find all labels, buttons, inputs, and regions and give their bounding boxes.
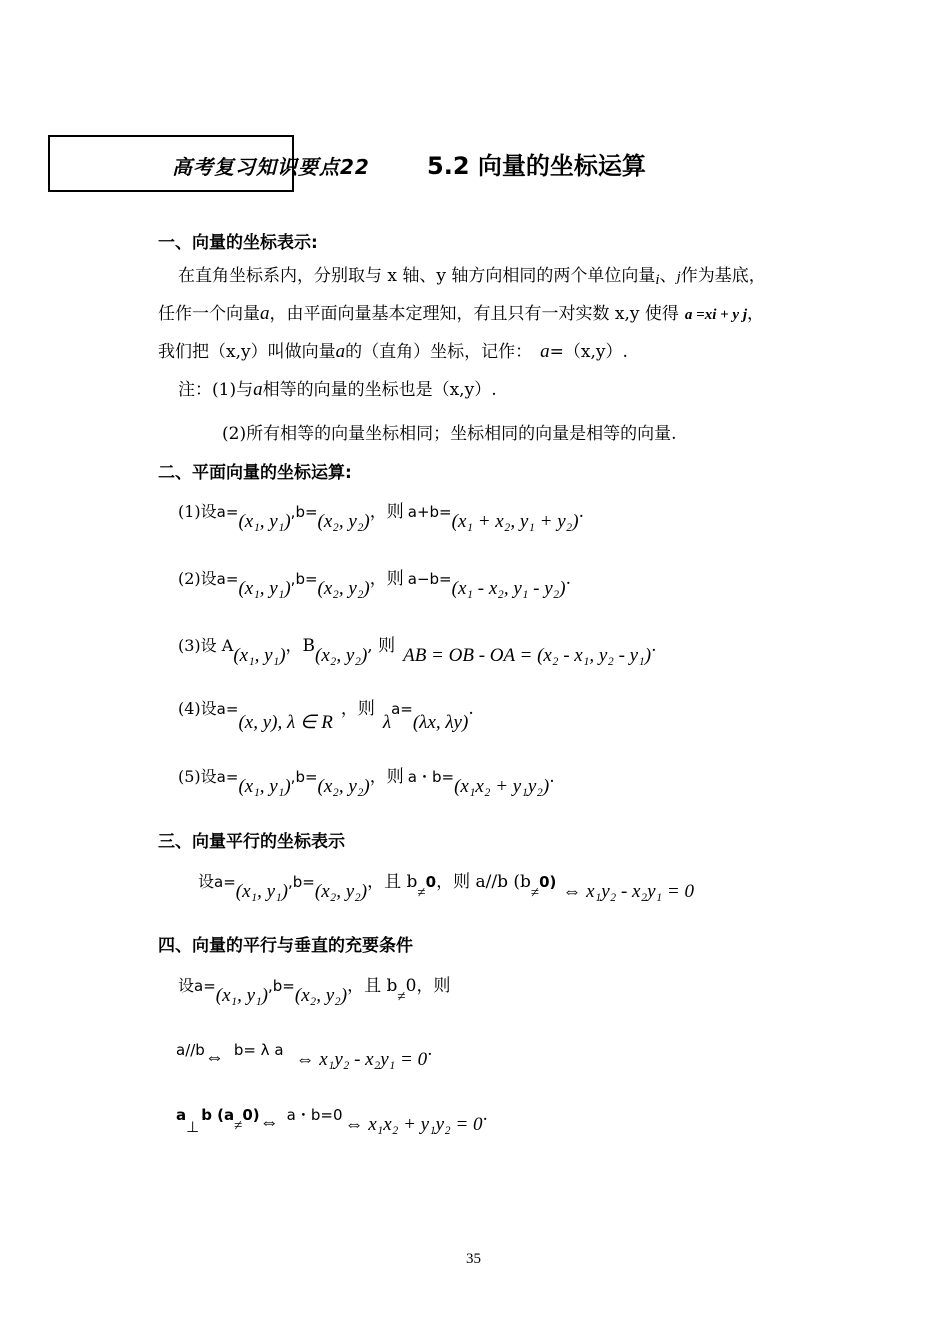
text: 相等的向量的坐标也是（x,y）.	[262, 380, 497, 400]
text: 任作一个向量	[158, 304, 260, 324]
text: a=	[216, 570, 239, 588]
vector-j: j	[676, 269, 681, 285]
text: a・b=0	[286, 1106, 343, 1124]
text: ，则	[369, 569, 404, 589]
formula: (x₂, y₂)	[317, 578, 370, 599]
text: ，	[747, 304, 764, 324]
formula: (x, y), λ ∈ R	[238, 712, 333, 733]
text: , 则	[367, 636, 396, 656]
formula: (x₁, y₁)	[238, 776, 291, 797]
text: 我们把（x,y）叫做向量	[158, 342, 336, 362]
text: 0)	[242, 1106, 260, 1124]
iff-sign: ⇔	[259, 1112, 279, 1133]
text: 的（直角）坐标，记作：	[345, 342, 533, 362]
vector-a: a	[253, 379, 263, 400]
text: a+b=	[407, 503, 452, 521]
formula: (λx, λy)	[412, 712, 469, 733]
formula: (x₁, y₁)	[233, 645, 286, 666]
text: ,b=	[290, 503, 318, 521]
text: .	[549, 767, 555, 787]
text: =（x,y）.	[549, 342, 628, 362]
section-heading-3: 三、向量平行的坐标表示	[158, 832, 345, 852]
text: a=	[216, 768, 239, 786]
text: .	[427, 1040, 433, 1060]
text: ，则	[340, 699, 375, 719]
formula: (x₂, y₂)	[315, 645, 368, 666]
formula: (x₁x₂ + y₁y₂)	[454, 776, 550, 797]
text: a・b=	[407, 768, 455, 786]
text: 0，则	[405, 976, 451, 996]
text: 0)	[539, 873, 557, 891]
text: ，则	[369, 502, 404, 522]
formula: ⇔ x₁y₂ - x₂y₁ = 0	[295, 1049, 428, 1070]
text: ，B	[285, 636, 316, 656]
text: ，且 b	[347, 976, 398, 996]
perpendicular-condition	[176, 1104, 488, 1136]
text: 注：(1)与	[178, 380, 254, 400]
text: 设	[198, 872, 215, 891]
formula-row-parallel	[198, 867, 694, 902]
item-label: (2)设	[178, 569, 217, 588]
condition-row	[178, 971, 451, 1006]
vector-i: i	[655, 272, 660, 288]
vector-a: a	[335, 341, 346, 362]
formula: (x₂, y₂)	[317, 511, 370, 532]
not-equal-sign: ≠	[234, 1118, 243, 1134]
text: a=	[391, 700, 413, 718]
formula: AB = OB - OA = (x₂ - x₁, y₂ - y₁)	[403, 645, 652, 666]
formula: (x₁, y₁)	[238, 578, 291, 599]
formula: ⇔ x₁x₂ + y₁y₂ = 0	[344, 1114, 483, 1135]
formula-row-2	[178, 564, 571, 599]
item-label: (4)设	[178, 699, 217, 718]
text: .	[468, 699, 474, 719]
text: a=	[214, 873, 236, 891]
text: ，由平面向量基本定理知，有且只有一对实数 x,y 使得	[269, 304, 679, 324]
text: ,b=	[288, 873, 315, 891]
formula: a =xi + y j	[684, 307, 747, 323]
item-label: (1)设	[178, 502, 217, 521]
vector-a: a	[540, 341, 550, 362]
text: b= λ a	[233, 1041, 284, 1059]
text: a=	[194, 977, 216, 995]
text: a//b	[176, 1041, 205, 1059]
formula-row-3	[178, 631, 657, 666]
paragraph-line	[178, 261, 766, 286]
lambda: λ	[382, 712, 392, 733]
text: ，则 a//b (b	[436, 872, 531, 892]
text: ,b=	[268, 977, 295, 995]
formula: (x₂, y₂)	[317, 776, 370, 797]
text: 0	[425, 873, 437, 891]
vector-a: a	[260, 303, 270, 324]
text: a=	[216, 700, 239, 718]
text: ,b=	[290, 768, 318, 786]
not-equal-sign: ≠	[530, 885, 540, 901]
text: b (a	[201, 1106, 235, 1124]
item-label: (5)设	[178, 767, 217, 786]
paragraph-line	[158, 337, 628, 363]
formula: (x₁, y₁)	[238, 511, 291, 532]
not-equal-sign: ≠	[417, 885, 426, 901]
formula-row-5	[178, 762, 555, 797]
text: ，则	[369, 767, 404, 787]
formula: (x₂, y₂)	[294, 985, 348, 1006]
page-number: 35	[466, 1251, 481, 1267]
title-series: 高考复习知识要点22	[172, 155, 370, 179]
formula: (x₁, y₁)	[235, 881, 289, 902]
formula-row-1	[178, 497, 584, 532]
text: .	[482, 1105, 488, 1125]
parallel-condition	[176, 1039, 433, 1070]
note-line: (2)所有相等的向量坐标相同；坐标相同的向量是相等的向量.	[222, 424, 677, 444]
text: ，且 b	[367, 872, 418, 892]
text: 设	[178, 976, 195, 995]
formula: (x₁ + x₂, y₁ + y₂)	[451, 511, 579, 532]
text: a−b=	[407, 570, 452, 588]
page-title: 5.2 向量的坐标运算	[427, 152, 646, 180]
text: .	[651, 636, 657, 656]
formula: (x₁ - x₂, y₁ - y₂)	[451, 578, 566, 599]
formula: (x₁, y₁)	[215, 985, 269, 1006]
not-equal-sign: ≠	[397, 989, 406, 1005]
section-heading-2: 二、平面向量的坐标运算:	[158, 463, 352, 483]
text: 在直角坐标系内，分别取与 x 轴、y 轴方向相同的两个单位向量	[178, 266, 656, 286]
text: a	[176, 1106, 187, 1124]
text: a=	[216, 503, 239, 521]
section-heading-1: 一、向量的坐标表示:	[158, 233, 318, 253]
section-heading-4: 四、向量的平行与垂直的充要条件	[158, 936, 413, 956]
text: 作为基底，	[680, 266, 766, 286]
formula-row-4	[178, 694, 474, 733]
text: 、	[659, 266, 677, 286]
item-label: (3)设 A	[178, 636, 234, 655]
note-line	[178, 375, 497, 401]
text: ,b=	[290, 570, 318, 588]
formula: (x₂, y₂)	[314, 881, 368, 902]
paragraph-line	[158, 299, 764, 325]
text: .	[578, 502, 584, 522]
perp-sign: ⊥	[186, 1120, 200, 1136]
iff-sign: ⇔	[204, 1047, 224, 1068]
formula: ⇔ x₁y₂ - x₂y₁ = 0	[562, 881, 694, 902]
text: .	[565, 569, 571, 589]
